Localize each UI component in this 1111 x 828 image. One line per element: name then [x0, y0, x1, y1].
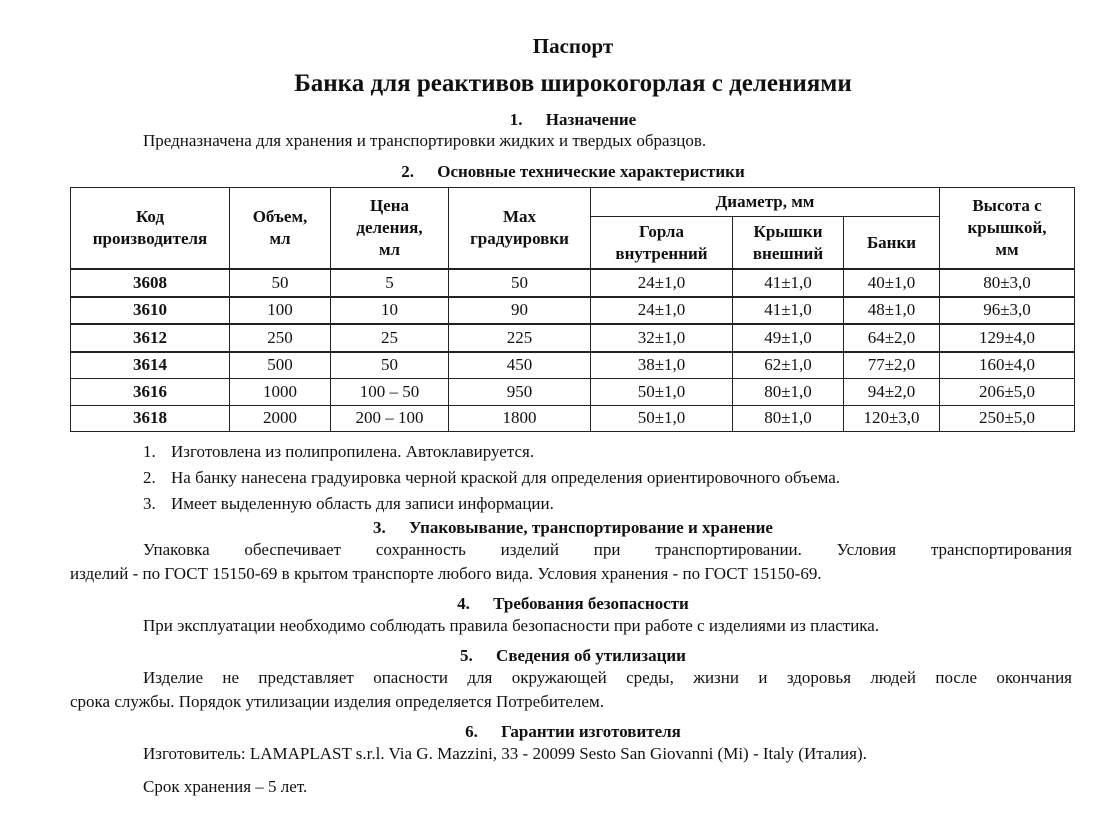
section-heading-safety: [0, 594, 1111, 614]
section-heading-specs: [0, 162, 1111, 182]
specifications-table: [70, 187, 1075, 432]
header-neck-diameter: Горла внутренний: [591, 217, 733, 269]
section-heading-packaging: [0, 518, 1111, 538]
cell-division: 5: [331, 269, 449, 297]
cell-code: 3614: [71, 352, 230, 379]
cell-neck: 38±1,0: [591, 352, 733, 379]
table-row: [71, 297, 1075, 325]
cell-cap: 80±1,0: [733, 379, 844, 406]
cell-volume: 2000: [230, 405, 331, 432]
section-number: 3.: [373, 518, 386, 537]
document-title: Паспорт: [532, 34, 614, 58]
cell-division: 100 – 50: [331, 379, 449, 406]
cell-jar: 77±2,0: [844, 352, 940, 379]
section-number: 6.: [465, 722, 478, 741]
cell-max-graduation: 225: [449, 324, 591, 352]
cell-cap: 49±1,0: [733, 324, 844, 352]
header-max-graduation: Max градуировки: [449, 188, 591, 270]
cell-jar: 120±3,0: [844, 405, 940, 432]
shelf-life-text: Срок хранения – 5 лет.: [143, 777, 308, 796]
packaging-text-line1: Упаковка обеспечивает сохранность изделий при транспортировании. Условия транспортирования: [143, 540, 1072, 559]
cell-max-graduation: 950: [449, 379, 591, 406]
cell-height: 80±3,0: [940, 269, 1075, 297]
section-title: Назначение: [545, 110, 637, 129]
cell-height: 250±5,0: [940, 405, 1075, 432]
section-title: Требования безопасности: [493, 594, 689, 613]
cell-volume: 1000: [230, 379, 331, 406]
section-number: 4.: [457, 594, 470, 613]
cell-code: 3612: [71, 324, 230, 352]
cell-code: 3608: [71, 269, 230, 297]
cell-cap: 80±1,0: [733, 405, 844, 432]
cell-code: 3610: [71, 297, 230, 325]
cell-max-graduation: 90: [449, 297, 591, 325]
cell-height: 96±3,0: [940, 297, 1075, 325]
cell-max-graduation: 450: [449, 352, 591, 379]
product-title: Банка для реактивов широкогорлая с делениями: [294, 70, 852, 97]
disposal-text-line1: Изделие не представляет опасности для окружающей среды, жизни и здоровья людей после окончания: [143, 668, 1072, 687]
cell-cap: 41±1,0: [733, 297, 844, 325]
cell-division: 25: [331, 324, 449, 352]
section-heading-warranty: [0, 722, 1111, 742]
header-jar-diameter: Банки: [844, 217, 940, 269]
section-title: Гарантии изготовителя: [501, 722, 681, 741]
cell-max-graduation: 50: [449, 269, 591, 297]
cell-volume: 100: [230, 297, 331, 325]
section-number: 1.: [509, 110, 523, 129]
header-cap-diameter: Крышки внешний: [733, 217, 844, 269]
manufacturer-text: Изготовитель: LAMAPLAST s.r.l. Via G. Mazzini, 33 - 20099 Sesto San Giovanni (Mi) - Italy (Италия).: [143, 744, 867, 763]
header-code: Код производителя: [71, 188, 230, 270]
header-volume: Объем, мл: [230, 188, 331, 270]
cell-code: 3616: [71, 379, 230, 406]
cell-division: 10: [331, 297, 449, 325]
section-heading-disposal: [0, 646, 1111, 666]
cell-height: 160±4,0: [940, 352, 1075, 379]
section-heading-purpose: [0, 110, 1111, 130]
cell-jar: 48±1,0: [844, 297, 940, 325]
cell-volume: 50: [230, 269, 331, 297]
section-title: Упаковывание, транспортирование и хранение: [409, 518, 773, 537]
notes-list: [143, 439, 840, 517]
section-title: Сведения об утилизации: [496, 646, 686, 665]
list-item: 1. Изготовлена из полипропилена. Автоклавируется.: [143, 442, 535, 461]
section-title: Основные технические характеристики: [437, 162, 745, 181]
cell-volume: 500: [230, 352, 331, 379]
disposal-text-line2: срока службы. Порядок утилизации изделия определяется Потребителем.: [70, 692, 604, 711]
cell-height: 206±5,0: [940, 379, 1075, 406]
table-row: [71, 352, 1075, 379]
section-number: 5.: [460, 646, 473, 665]
list-item: 3. Имеет выделенную область для записи информации.: [143, 494, 554, 513]
cell-neck: 32±1,0: [591, 324, 733, 352]
header-height: Высота с крышкой, мм: [940, 188, 1075, 270]
cell-max-graduation: 1800: [449, 405, 591, 432]
table-row: [71, 324, 1075, 352]
packaging-text-line2: изделий - по ГОСТ 15150-69 в крытом транспорте любого вида. Условия хранения - по ГОСТ 15150-69.: [70, 564, 822, 583]
cell-jar: 64±2,0: [844, 324, 940, 352]
cell-division: 50: [331, 352, 449, 379]
cell-volume: 250: [230, 324, 331, 352]
cell-cap: 41±1,0: [733, 269, 844, 297]
header-division: Цена деления, мл: [331, 188, 449, 270]
cell-height: 129±4,0: [940, 324, 1075, 352]
cell-neck: 50±1,0: [591, 379, 733, 406]
table-row: [71, 405, 1075, 432]
cell-division: 200 – 100: [331, 405, 449, 432]
section-number: 2.: [401, 162, 414, 181]
cell-code: 3618: [71, 405, 230, 432]
table-row: [71, 269, 1075, 297]
cell-neck: 24±1,0: [591, 297, 733, 325]
cell-neck: 24±1,0: [591, 269, 733, 297]
table-row: [71, 379, 1075, 406]
list-item: 2. На банку нанесена градуировка черной краской для определения ориентировочного объема.: [143, 468, 841, 487]
purpose-text: Предназначена для хранения и транспортировки жидких и твердых образцов.: [143, 131, 707, 150]
cell-jar: 40±1,0: [844, 269, 940, 297]
safety-text: При эксплуатации необходимо соблюдать правила безопасности при работе с изделиями из пластика.: [143, 616, 880, 635]
header-diameter: Диаметр, мм: [591, 188, 940, 217]
cell-jar: 94±2,0: [844, 379, 940, 406]
cell-cap: 62±1,0: [733, 352, 844, 379]
cell-neck: 50±1,0: [591, 405, 733, 432]
